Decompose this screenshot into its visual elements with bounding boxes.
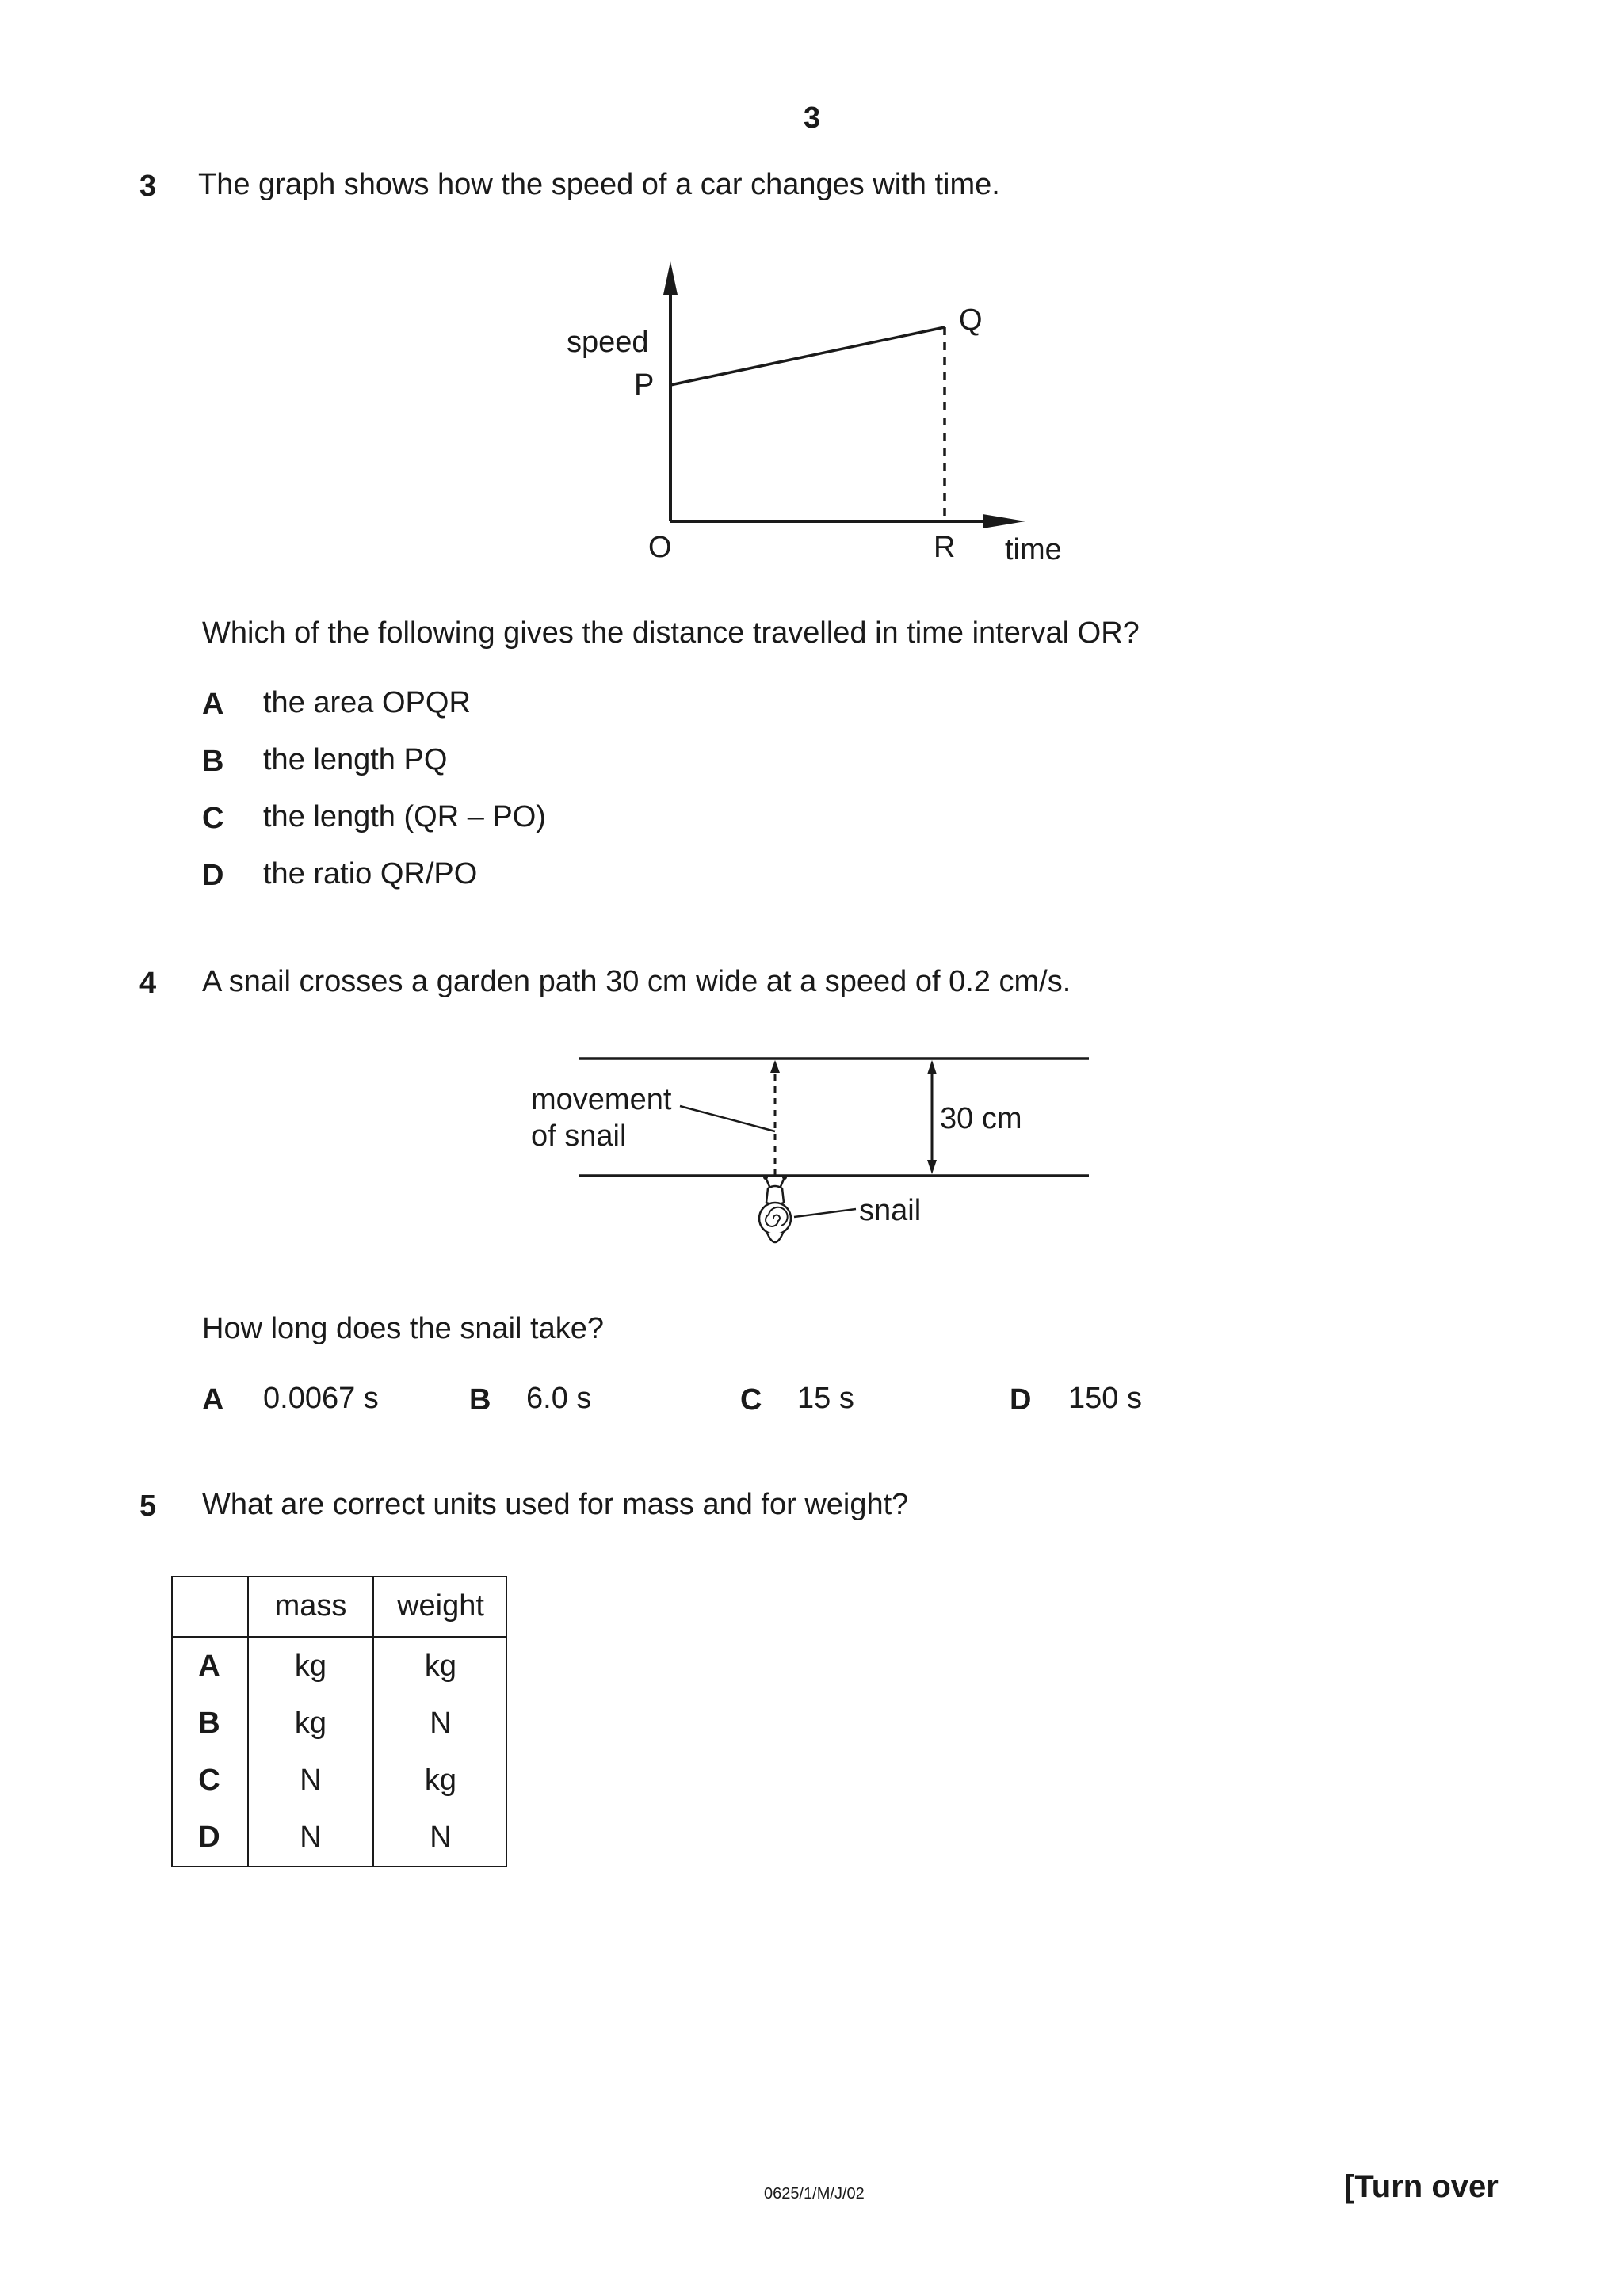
row-letter: B xyxy=(171,1695,248,1752)
movement-arrow-icon xyxy=(770,1060,780,1073)
question-4-stem: A snail crosses a garden path 30 cm wide at a speed of 0.2 cm/s. xyxy=(202,965,1071,998)
y-axis-label: speed xyxy=(567,326,649,359)
option-d-text: 150 s xyxy=(1068,1382,1142,1415)
origin-label: O xyxy=(648,531,672,564)
page-number: 3 xyxy=(804,101,821,135)
question-5-number: 5 xyxy=(139,1489,157,1523)
table-row xyxy=(171,1809,507,1866)
snail-icon xyxy=(759,1175,791,1242)
point-p-label: P xyxy=(634,368,655,402)
table-header-row xyxy=(171,1576,507,1637)
x-axis-label: time xyxy=(1005,533,1062,566)
line-pq xyxy=(670,327,945,385)
x-axis-arrow-icon xyxy=(983,514,1025,528)
mass-cell: N xyxy=(248,1809,373,1866)
option-c-text: the length (QR – PO) xyxy=(263,800,546,833)
option-b-letter: B xyxy=(469,1383,491,1417)
header-cell-mass: mass xyxy=(248,1576,373,1637)
option-a-letter: A xyxy=(202,1383,224,1417)
header-cell-blank xyxy=(171,1576,248,1637)
movement-label-line-2: of snail xyxy=(531,1119,627,1153)
point-r-label: R xyxy=(934,531,956,564)
option-c-letter: C xyxy=(202,802,224,835)
weight-cell: N xyxy=(430,1706,452,1740)
option-a-text: 0.0067 s xyxy=(263,1382,379,1415)
table-row xyxy=(171,1637,507,1695)
row-letter: C xyxy=(171,1752,248,1809)
option-d-letter: D xyxy=(1010,1383,1032,1417)
turn-over-label: [Turn over xyxy=(1344,2169,1499,2204)
width-arrow-top-icon xyxy=(927,1060,937,1074)
option-d-letter: D xyxy=(202,859,224,892)
footer-code: 0625/1/M/J/02 xyxy=(764,2185,865,2203)
option-c-letter: C xyxy=(740,1383,762,1417)
option-c-text: 15 s xyxy=(797,1382,854,1415)
weight-cell: kg xyxy=(424,1763,457,1797)
option-a-letter: A xyxy=(202,688,224,721)
weight-cell: kg xyxy=(424,1649,457,1683)
question-3-prompt: Which of the following gives the distance travelled in time interval OR? xyxy=(202,616,1140,650)
question-3-stem: The graph shows how the speed of a car changes with time. xyxy=(198,168,1000,201)
width-arrow-bottom-icon xyxy=(927,1160,937,1174)
table-row xyxy=(171,1695,507,1752)
point-q-label: Q xyxy=(959,303,983,337)
option-a-text: the area OPQR xyxy=(263,686,471,719)
mass-cell: kg xyxy=(248,1637,373,1695)
question-4-number: 4 xyxy=(139,967,157,1000)
option-b-text: 6.0 s xyxy=(526,1382,592,1415)
snail-label: snail xyxy=(859,1194,922,1227)
mass-cell: kg xyxy=(248,1695,373,1752)
speed-time-graph xyxy=(539,254,1078,578)
table-row xyxy=(171,1752,507,1809)
units-table xyxy=(171,1576,507,1866)
movement-label-line-1: movement xyxy=(531,1083,672,1116)
header-cell-weight: weight xyxy=(373,1576,507,1637)
snail-path-diagram xyxy=(523,1038,1109,1276)
row-letter: A xyxy=(171,1637,248,1695)
mass-cell: N xyxy=(248,1752,373,1809)
question-3-number: 3 xyxy=(139,170,157,203)
weight-cell: N xyxy=(430,1820,452,1854)
movement-leader-line xyxy=(680,1106,775,1131)
option-d-text: the ratio QR/PO xyxy=(263,857,478,891)
option-b-letter: B xyxy=(202,745,224,778)
question-5-stem: What are correct units used for mass and for weight? xyxy=(202,1488,909,1521)
row-letter: D xyxy=(171,1809,248,1866)
option-b-text: the length PQ xyxy=(263,743,448,776)
snail-leader-line xyxy=(794,1209,856,1217)
question-4-prompt: How long does the snail take? xyxy=(202,1312,604,1345)
y-axis-arrow-icon xyxy=(663,261,678,295)
width-label: 30 cm xyxy=(940,1102,1022,1135)
